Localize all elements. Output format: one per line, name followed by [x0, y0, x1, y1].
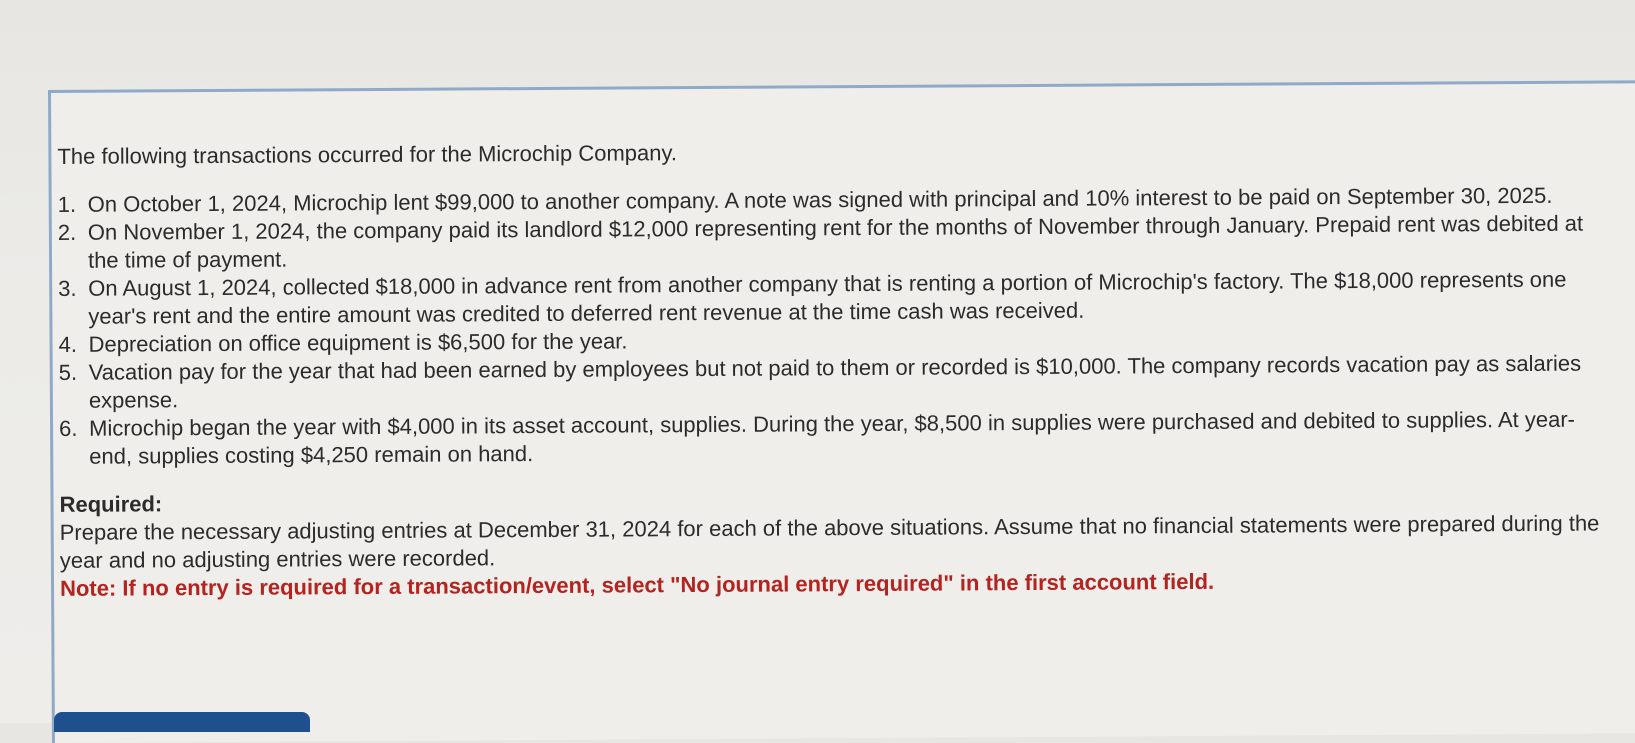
- transaction-item: [59, 406, 1599, 471]
- transaction-list: [58, 182, 1600, 471]
- note-text: Note: If no entry is required for a transaction/event, select "No journal entry required" in the first account field.: [59, 568, 1215, 601]
- transaction-text: Microchip began the year with $4,000 in its asset account, supplies. During the year, $8,500 in supplies were purchased and debited to supplies. At year-end, supplies costing $4,250 remain on hand.: [88, 406, 1576, 469]
- transaction-text: Vacation pay for the year that had been earned by employees but not paid to them or recorded is $10,000. The company records vacation pay as salaries expense.: [88, 350, 1582, 413]
- transaction-item: [59, 350, 1599, 415]
- question-content: [57, 134, 1600, 603]
- intro-text: The following transactions occurred for the Microchip Company.: [57, 140, 678, 169]
- transaction-item: [58, 210, 1598, 275]
- partially-visible-button[interactable]: [54, 712, 310, 732]
- transaction-text: Depreciation on office equipment is $6,500 for the year.: [88, 328, 628, 357]
- transaction-text: On August 1, 2024, collected $18,000 in advance rent from another company that is renting a portion of Microchip's factory. The $18,000 represents one year's rent and the entire amount was credited to deferred rent revenue at the time cash was received.: [88, 266, 1567, 329]
- transaction-number: 6.: [58, 415, 78, 441]
- transaction-text: On October 1, 2024, Microchip lent $99,000 to another company. A note was signed with principal and 10% interest to be paid on September 30, 2025.: [87, 182, 1553, 217]
- required-instructions: Prepare the necessary adjusting entries at December 31, 2024 for each of the above situations. Assume that no financial statements were prepared during the year and no adjusting entries were recorded.: [59, 510, 1600, 573]
- required-heading: Required:: [59, 491, 163, 517]
- transaction-number: 4.: [58, 331, 77, 357]
- question-panel: [48, 80, 1635, 743]
- transaction-number: 5.: [58, 359, 78, 385]
- transaction-item: [58, 266, 1598, 331]
- transaction-text: On November 1, 2024, the company paid its landlord $12,000 representing rent for the months of November through January. Prepaid rent was debited at the time of payment.: [87, 210, 1584, 273]
- transaction-number: 2.: [57, 219, 77, 245]
- transaction-number: 3.: [58, 275, 77, 301]
- transaction-number: 1.: [57, 191, 77, 217]
